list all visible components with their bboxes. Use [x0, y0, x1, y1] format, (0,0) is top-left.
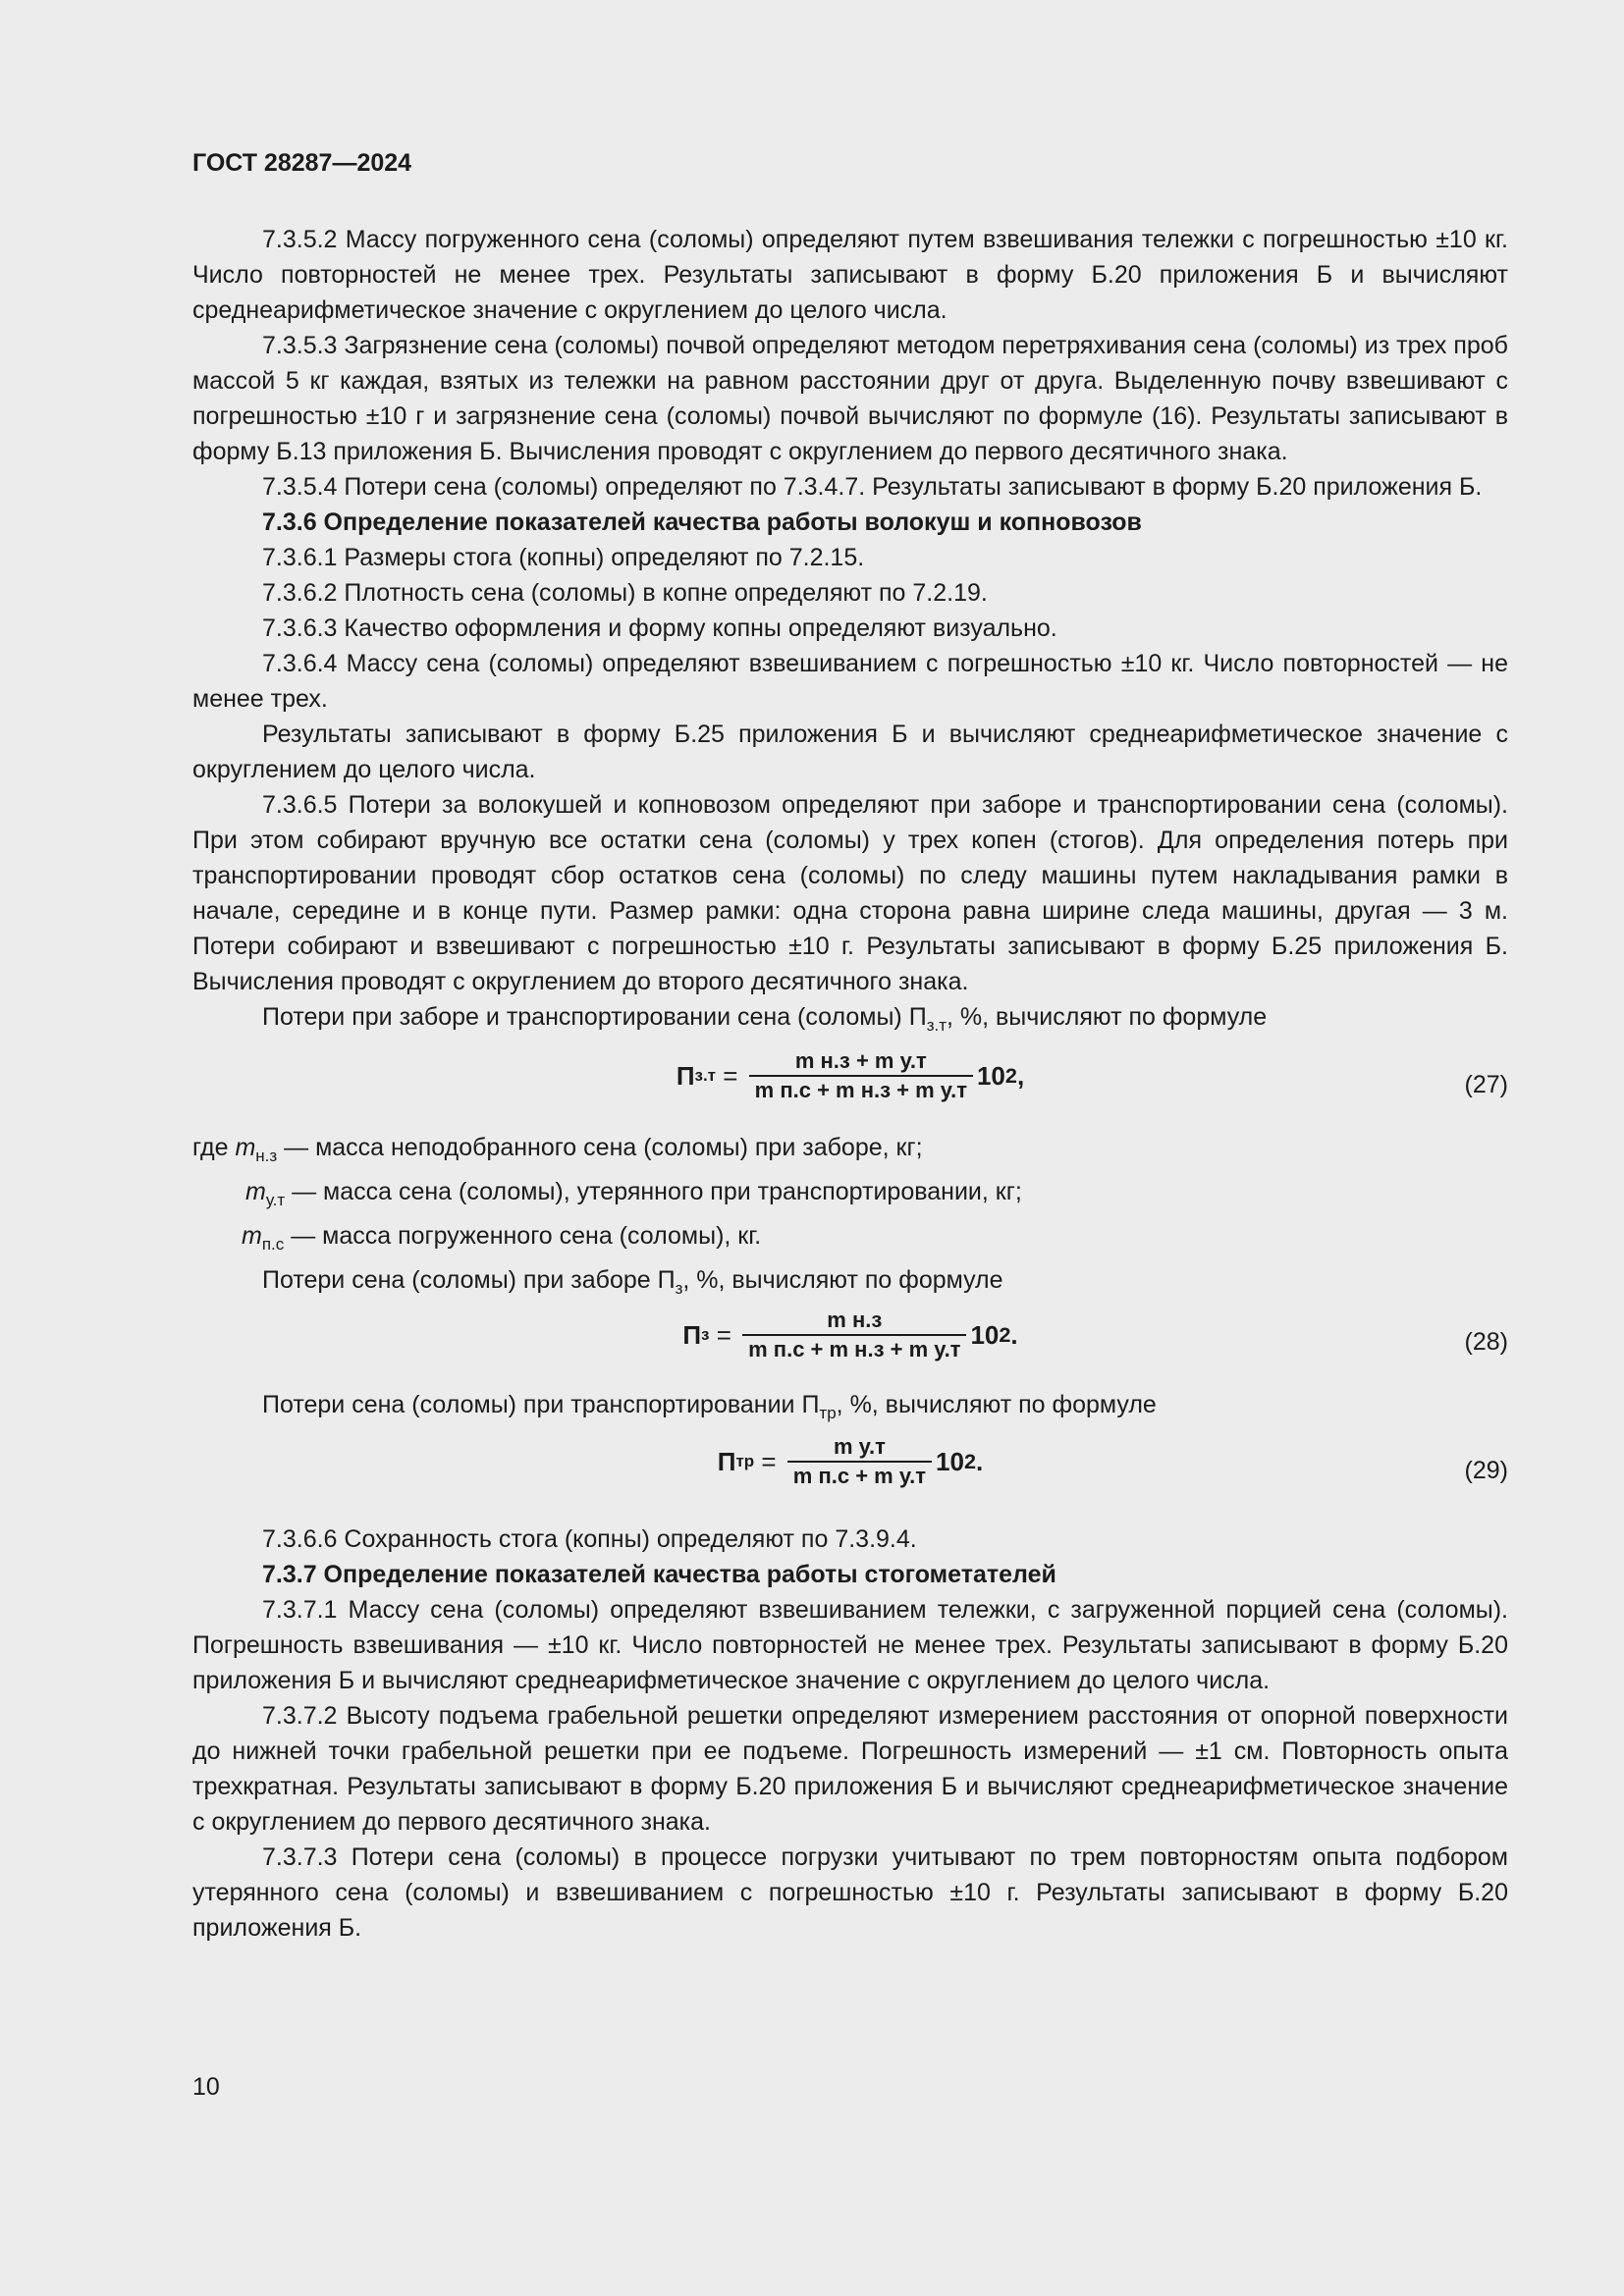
formula-eq: =	[754, 1447, 784, 1476]
formula-lhs: П	[682, 1320, 702, 1350]
formula-lhs: П	[717, 1447, 736, 1476]
formula-exp: 2	[1004, 1063, 1017, 1088]
formula-exp: 2	[963, 1449, 977, 1473]
intro-text: Потери при заборе и транспортировании сена (соломы) П	[262, 1003, 927, 1031]
paragraph-results-b25: Результаты записывают в форму Б.25 приложения Б и вычисляют среднеарифметическое значение с округлением до целого числа.	[192, 721, 1508, 783]
formula-lhs: П	[676, 1061, 695, 1091]
formula-29	[192, 1433, 1508, 1512]
definition-mps	[192, 1218, 1508, 1262]
intro-text: Потери сена (соломы) при заборе П	[262, 1266, 676, 1294]
def-var: m	[245, 1178, 266, 1205]
formula-denominator: m п.с + m у.т	[787, 1461, 932, 1490]
def-text: — масса сена (соломы), утерянного при транспортировании, кг;	[285, 1178, 1022, 1205]
intro-sub: з.т	[926, 1016, 947, 1035]
formula-exp: 2	[999, 1322, 1011, 1347]
formula-fraction	[749, 1047, 973, 1104]
formula-factor: 10	[976, 1061, 1005, 1091]
intro-sub: з	[675, 1279, 683, 1298]
paragraph-7-3-7-1: 7.3.7.1 Массу сена (соломы) определяют взвешиванием тележки, с загруженной порцией сена (соломы). Погрешность взвешивания — ±10 кг. Число повторностей не менее трех. Результаты записывают в форму Б.20 приложения Б и вычисляют среднеарифметическое значение с округлением до целого числа.	[192, 1596, 1508, 1694]
equation-number: (28)	[1464, 1328, 1508, 1356]
paragraph-7-3-7-3: 7.3.7.3 Потери сена (соломы) в процессе погрузки учитывают по трем повторностям опыта подбором утерянного сена (соломы) и взвешиванием с погрешностью ±10 г. Результаты записывают в форму Б.20 приложения Б.	[192, 1843, 1508, 1942]
document-body	[192, 222, 1508, 1946]
formula-eq: =	[716, 1061, 745, 1091]
paragraph-formula-29-intro	[192, 1387, 1508, 1431]
formula-lhs-sub: тр	[735, 1452, 755, 1470]
intro-tail: , %, вычисляют по формуле	[947, 1003, 1268, 1031]
definition-mut	[192, 1174, 1508, 1218]
formula-end: .	[1010, 1320, 1018, 1350]
page-number: 10	[192, 2073, 220, 2101]
paragraph-7-3-5-2: 7.3.5.2 Массу погруженного сена (соломы) определяют путем взвешивания тележки с погрешностью ±10 кг. Число повторностей не менее трех. Результаты записывают в форму Б.20 приложения Б и вычисляют среднеарифметическое значение с округлением до целого числа.	[192, 226, 1508, 324]
heading-7-3-6: 7.3.6 Определение показателей качества работы волокуш и копновозов	[262, 508, 1142, 536]
formula-27	[192, 1047, 1508, 1124]
intro-text: Потери сена (соломы) при транспортировании П	[262, 1391, 820, 1418]
paragraph-7-3-6-2: 7.3.6.2 Плотность сена (соломы) в копне определяют по 7.2.19.	[262, 579, 988, 607]
paragraph-7-3-7-2: 7.3.7.2 Высоту подъема грабельной решетки определяют измерением расстояния от опорной поверхности до нижней точки грабельной решетки при ее подъеме. Погрешность измерений — ±1 см. Повторность опыта трехкратная. Результаты записывают в форму Б.20 приложения Б и вычисляют среднеарифметическое значение с округлением до первого десятичного знака.	[192, 1702, 1508, 1836]
formula-numerator: m н.з + m у.т	[794, 1048, 927, 1073]
paragraph-7-3-5-4: 7.3.5.4 Потери сена (соломы) определяют по 7.3.4.7. Результаты записывают в форму Б.20 приложения Б.	[262, 473, 1483, 501]
paragraph-formula-28-intro	[192, 1262, 1508, 1307]
formula-factor: 10	[936, 1447, 964, 1476]
formula-end: ,	[1016, 1061, 1025, 1091]
def-var: m	[242, 1222, 262, 1250]
def-sub: н.з	[255, 1147, 278, 1165]
heading-7-3-7: 7.3.7 Определение показателей качества работы стогометателей	[262, 1561, 1056, 1588]
def-var: m	[235, 1134, 256, 1161]
formula-denominator: m п.с + m н.з + m у.т	[742, 1334, 966, 1363]
def-text: — масса погруженного сена (соломы), кг.	[284, 1222, 762, 1250]
formula-factor: 10	[970, 1320, 1000, 1350]
paragraph-7-3-5-3: 7.3.5.3 Загрязнение сена (соломы) почвой определяют методом перетряхивания сена (соломы) из трех проб массой 5 кг каждая, взятых из тележки на равном расстоянии друг от друга. Выделенную почву взвешивают с погрешностью ±10 г и загрязнение сена (соломы) почвой вычисляют по формуле (16). Результаты записывают в форму Б.13 приложения Б. Вычисления проводят с округлением до первого десятичного знака.	[192, 332, 1508, 465]
paragraph-7-3-6-5: 7.3.6.5 Потери за волокушей и копновозом определяют при заборе и транспортировании сена (соломы). При этом собирают вручную все остатки сена (соломы) у трех копен (стогов). Для определения потерь при транспортировании проводят сбор остатков сена (соломы) по следу машины путем накладывания рамки в начале, середине и в конце пути. Размер рамки: одна сторона равна ширине следа машины, другая — 3 м. Потери собирают и взвешивают с погрешностью ±10 г. Результаты записывают в форму Б.25 приложения Б. Вычисления проводят с округлением до второго десятичного знака.	[192, 791, 1508, 995]
paragraph-7-3-6-6: 7.3.6.6 Сохранность стога (копны) определяют по 7.3.9.4.	[262, 1525, 917, 1553]
formula-lhs-sub: з.т	[694, 1066, 716, 1085]
paragraph-formula-27-intro	[192, 999, 1508, 1043]
intro-tail: , %, вычисляют по формуле	[682, 1266, 1003, 1294]
def-prefix: где	[192, 1134, 236, 1161]
def-text: — масса неподобранного сена (соломы) при заборе, кг;	[277, 1134, 923, 1161]
formula-numerator: m у.т	[833, 1434, 886, 1459]
def-sub: у.т	[265, 1191, 286, 1209]
formula-eq: =	[709, 1320, 739, 1350]
formula-lhs-sub: з	[701, 1325, 710, 1344]
paragraph-7-3-6-1: 7.3.6.1 Размеры стога (копны) определяют по 7.2.15.	[262, 544, 865, 571]
paragraph-7-3-6-3: 7.3.6.3 Качество оформления и форму копны определяют визуально.	[262, 614, 1057, 642]
intro-sub: тр	[819, 1404, 837, 1422]
formula-fraction	[742, 1307, 966, 1363]
formula-numerator: m н.з	[827, 1308, 883, 1332]
document-header: ГОСТ 28287—2024	[192, 149, 412, 177]
formula-fraction	[787, 1433, 932, 1490]
definition-mnz	[192, 1130, 1508, 1174]
paragraph-7-3-6-4: 7.3.6.4 Массу сена (соломы) определяют взвешиванием с погрешностью ±10 кг. Число повторностей — не менее трех.	[192, 650, 1508, 713]
equation-number: (27)	[1464, 1071, 1508, 1098]
formula-end: .	[976, 1447, 984, 1476]
intro-tail: , %, вычисляют по формуле	[836, 1391, 1157, 1418]
def-sub: п.с	[261, 1235, 285, 1254]
equation-number: (29)	[1464, 1457, 1508, 1484]
formula-denominator: m п.с + m н.з + m у.т	[749, 1075, 973, 1104]
formula-28	[192, 1307, 1508, 1381]
